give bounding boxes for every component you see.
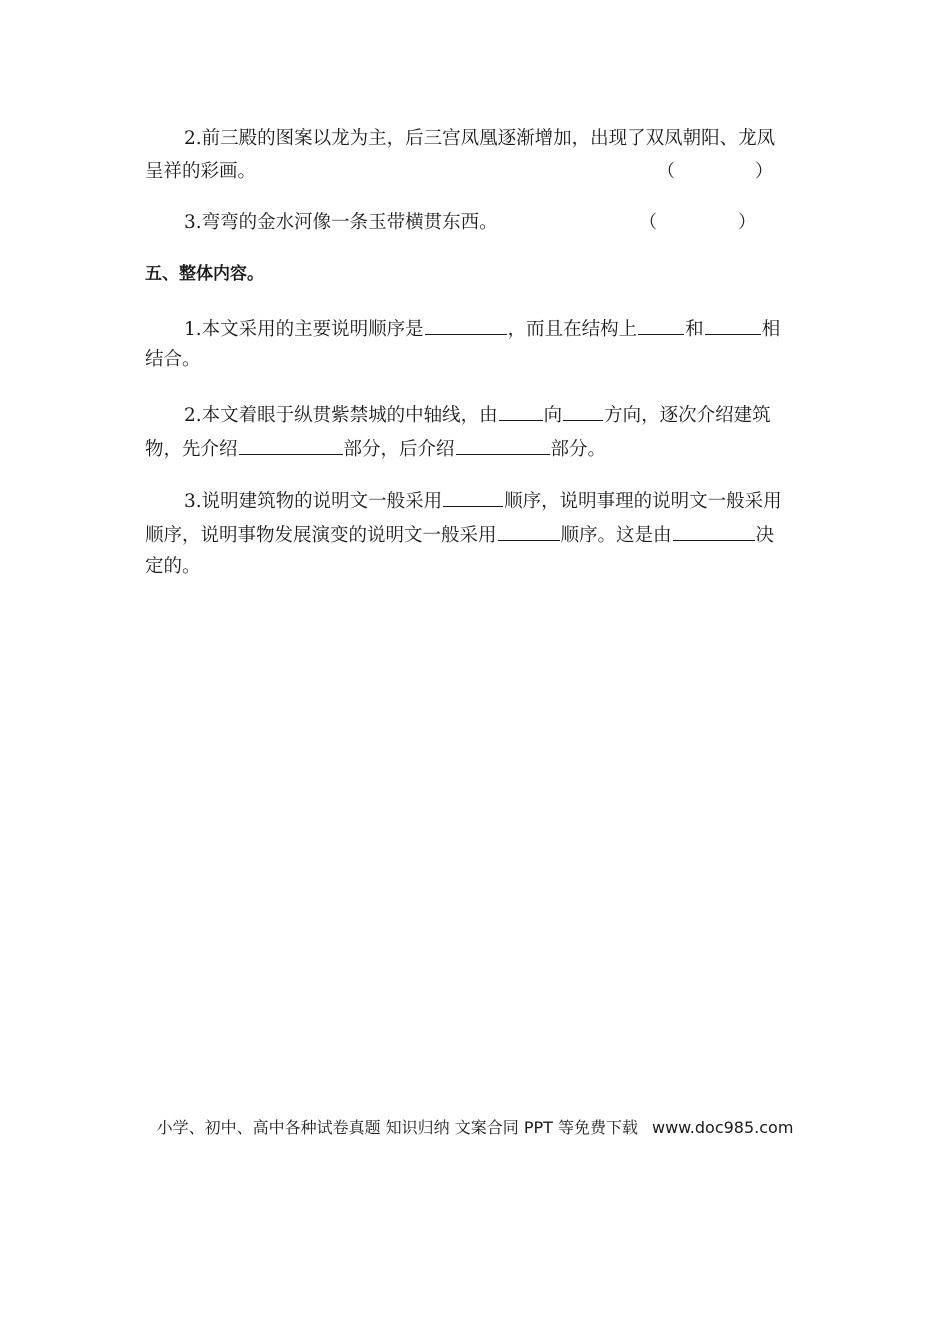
q4-3-line xyxy=(184,211,498,235)
q4-2-answer-paren-open: （ xyxy=(657,161,675,182)
fill-blank[interactable] xyxy=(239,434,343,455)
q5-3-seg1: 3.说明建筑物的说明文一般采用 xyxy=(184,491,443,512)
fill-blank[interactable] xyxy=(499,400,543,421)
footer-url[interactable]: www.doc985.com xyxy=(652,1118,794,1137)
q5-1-line1 xyxy=(184,314,780,342)
q4-3-answer-paren-open: （ xyxy=(639,212,657,233)
fill-blank[interactable] xyxy=(425,314,507,335)
q5-2-seg6: 部分。 xyxy=(550,439,607,460)
q5-2-seg1: 2.本文着眼于纵贯紫禁城的中轴线，由 xyxy=(184,405,498,426)
q5-1-seg1: 1.本文采用的主要说明顺序是 xyxy=(184,319,424,340)
q5-2-seg2: 向 xyxy=(543,405,563,426)
fill-blank[interactable] xyxy=(563,400,603,421)
q5-2-line1 xyxy=(184,400,771,428)
q4-2-text: 2.前三殿的图案以龙为主，后三宫凤凰逐渐增加，出现了双凤朝阳、龙凤 xyxy=(184,128,776,149)
q5-3-seg4: 顺序。这是由 xyxy=(560,525,672,546)
q5-2-seg4: 物，先介绍 xyxy=(145,439,238,460)
q5-1-seg3: 和 xyxy=(685,319,704,340)
q5-3-seg3: 顺序，说明事物发展演变的说明文一般采用 xyxy=(145,525,497,546)
fill-blank[interactable] xyxy=(638,314,684,335)
page-footer xyxy=(0,1117,950,1139)
q5-3-line2 xyxy=(145,520,774,548)
q5-3-line3 xyxy=(145,555,201,579)
fill-blank[interactable] xyxy=(673,520,755,541)
q4-3-answer-paren-close: ） xyxy=(738,212,756,233)
q4-2-line1 xyxy=(184,127,775,151)
q5-2-line2 xyxy=(145,434,606,462)
q5-3-line3-text: 定的。 xyxy=(145,556,201,577)
q4-2-text-cont: 呈祥的彩画。 xyxy=(145,161,257,182)
fill-blank[interactable] xyxy=(498,520,560,541)
q5-1-seg4: 相 xyxy=(761,319,781,340)
fill-blank[interactable] xyxy=(443,486,503,507)
footer-text: 小学、初中、高中各种试卷真题 知识归纳 文案合同 PPT 等免费下载 xyxy=(156,1118,638,1137)
q5-2-seg5: 部分，后介绍 xyxy=(343,439,455,460)
q5-3-seg2: 顺序，说明事理的说明文一般采用 xyxy=(504,491,782,512)
q4-3-text: 3.弯弯的金水河像一条玉带横贯东西。 xyxy=(184,212,498,233)
q4-2-line2 xyxy=(145,160,256,184)
q5-3-line1 xyxy=(184,486,782,514)
q5-2-seg3: 方向，逐次介绍建筑 xyxy=(604,405,771,426)
section-5-heading: 五、整体内容。 xyxy=(145,264,264,284)
q4-2-answer-paren-close: ） xyxy=(755,161,773,182)
q5-3-seg5: 决 xyxy=(755,525,775,546)
fill-blank[interactable] xyxy=(705,314,761,335)
fill-blank[interactable] xyxy=(456,434,550,455)
q5-1-line2-text: 结合。 xyxy=(145,349,201,370)
q5-1-seg2: ，而且在结构上 xyxy=(507,319,638,340)
q5-1-line2 xyxy=(145,348,201,372)
